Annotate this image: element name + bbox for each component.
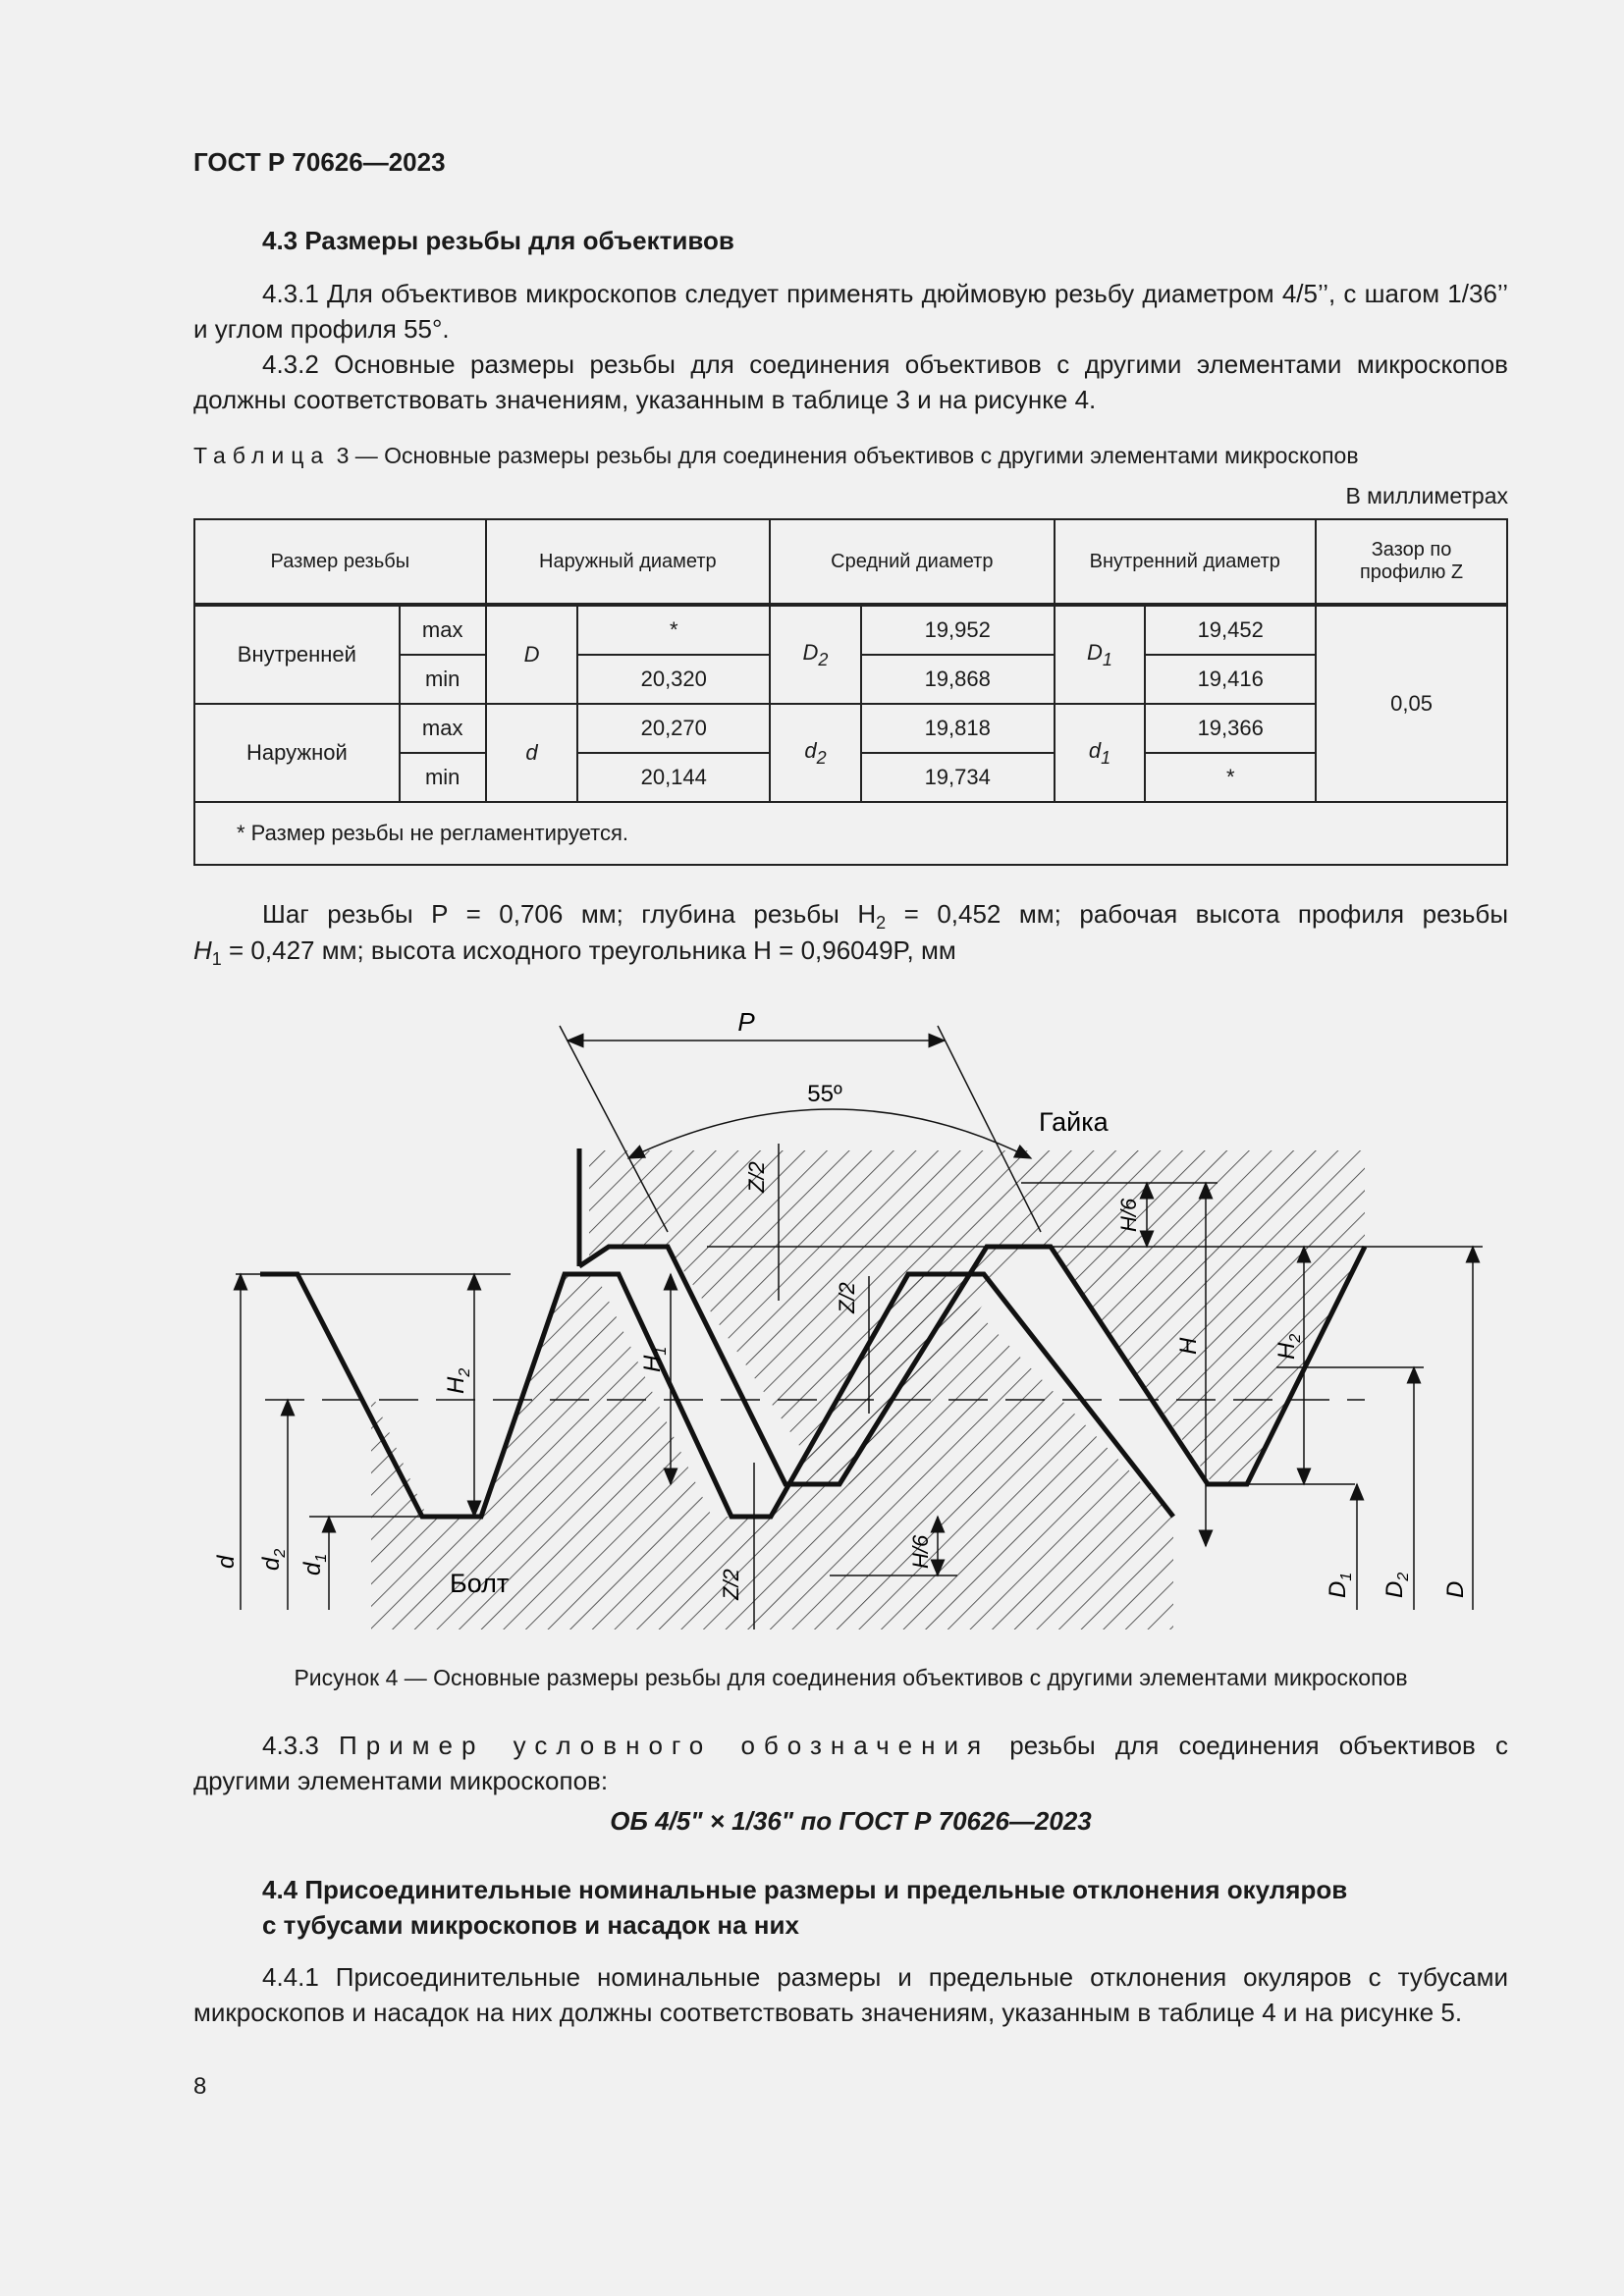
nut-label: Гайка	[1039, 1107, 1109, 1137]
paragraph-4-4-1: 4.4.1 Присоединительные номинальные размеры и предельные отклонения окуляров с тубусами микроскопов и насадок на них должны соответствовать значениям, указанным в таблице 4 и на рисунке 5.	[193, 1962, 1508, 2027]
page-number: 8	[193, 2073, 207, 2100]
z2-bot-label: Z/2	[719, 1569, 743, 1600]
paragraph-4-3-1: 4.3.1 Для объективов микроскопов следует применять дюймовую резьбу диаметром 4/5’’, с шагом 1/36’’ и углом профиля 55°.	[193, 279, 1508, 344]
cell-value: *	[1145, 753, 1316, 802]
symbol-d: d	[486, 704, 578, 802]
figure-caption: Рисунок 4 — Основные размеры резьбы для соединения объективов с другими элементами микроскопов	[294, 1665, 1408, 1690]
h2-bolt-label: $H_2$	[443, 1367, 473, 1394]
h1-label: $H_1$	[639, 1346, 670, 1372]
d1-label: $d_1$	[299, 1553, 330, 1575]
cell-value: 20,270	[577, 704, 770, 753]
thread-profile-figure	[0, 982, 1624, 1669]
row-limit: min	[400, 655, 486, 704]
h-label: H	[1175, 1337, 1202, 1355]
D-label: D	[1442, 1580, 1469, 1598]
cell-value: 19,366	[1145, 704, 1316, 753]
row-limit: max	[400, 605, 486, 655]
header-mean-diameter: Средний диаметр	[770, 519, 1054, 605]
h2-nut-label: $H_2$	[1273, 1333, 1304, 1360]
table-units: В миллиметрах	[1345, 483, 1508, 508]
cell-value: 19,734	[861, 753, 1055, 802]
d2-label: $d_2$	[258, 1548, 289, 1571]
cell-value: 19,416	[1145, 655, 1316, 704]
paragraph-4-3-3: 4.3.3 Пример условного обозначения резьбы для соединения объективов с другими элементами микроскопов:	[193, 1731, 1508, 1795]
cell-value: 19,818	[861, 704, 1055, 753]
table-note-row	[194, 802, 1507, 865]
cell-value: 19,868	[861, 655, 1055, 704]
table-caption	[193, 443, 1359, 469]
symbol-D1: $D_1$	[1055, 605, 1146, 704]
h6-top-label: H/6	[1116, 1198, 1141, 1232]
row-limit: max	[400, 704, 486, 753]
designation-example: ОБ 4/5" × 1/36" по ГОСТ Р 70626—2023	[610, 1806, 1092, 1836]
pitch-label: P	[737, 1007, 755, 1037]
section-4-3-title: 4.3 Размеры резьбы для объективов	[262, 226, 734, 255]
h6-bottom-label: H/6	[908, 1534, 933, 1569]
angle-label: 55º	[807, 1081, 842, 1107]
thread-params-line2: $H_1 = 0,427$ мм; высота исходного треугольника H = 0,96049P, мм	[193, 935, 956, 969]
header-inner-diameter: Внутренний диаметр	[1055, 519, 1317, 605]
gap-value: 0,05	[1316, 605, 1507, 802]
cell-value: 19,952	[861, 605, 1055, 655]
doc-id-header: ГОСТ Р 70626—2023	[193, 147, 446, 177]
row-limit: min	[400, 753, 486, 802]
section-4-4-title-line1: 4.4 Присоединительные номинальные размеры и предельные отклонения окуляров	[262, 1875, 1348, 1904]
header-gap: Зазор по профилю Z	[1316, 519, 1507, 605]
symbol-d1: $d_1$	[1055, 704, 1146, 802]
z2-mid-label: Z/2	[835, 1282, 859, 1313]
z2-top-label: Z/2	[744, 1161, 769, 1193]
cell-value: 20,320	[577, 655, 770, 704]
header-thread-size: Размер резьбы	[194, 519, 486, 605]
section-4-4-title-line2: с тубусами микроскопов и насадок на них	[262, 1910, 799, 1940]
thread-dimensions-table	[193, 518, 1508, 866]
symbol-D2: $D_2$	[770, 605, 861, 704]
table-note: * Размер резьбы не регламентируется.	[194, 802, 1507, 865]
D2-label: $D_2$	[1381, 1572, 1412, 1598]
bolt-label: Болт	[450, 1569, 510, 1598]
D1-label: $D_1$	[1325, 1572, 1355, 1598]
cell-value: 20,144	[577, 753, 770, 802]
symbol-D: D	[486, 605, 578, 704]
row-kind-internal: Внутренней	[194, 605, 400, 704]
table-caption-text: 3 — Основные размеры резьбы для соединения объективов с другими элементами микроскопов	[336, 443, 1359, 468]
table-header-row	[194, 519, 1507, 605]
d-label: d	[213, 1555, 240, 1569]
cell-value: *	[577, 605, 770, 655]
table-caption-label: Таблица	[193, 443, 331, 468]
symbol-d2: $d_2$	[770, 704, 861, 802]
cell-value: 19,452	[1145, 605, 1316, 655]
paragraph-4-3-2: 4.3.2 Основные размеры резьбы для соединения объективов с другими элементами микроскопов должны соответствовать значениям, указанным в таблице 3 и на рисунке 4.	[193, 349, 1508, 414]
thread-params: Шаг резьбы P = 0,706 мм; глубина резьбы $H_2 = 0,452$ мм; рабочая высота профиля резьбы	[262, 899, 1509, 933]
header-outer-diameter: Наружный диаметр	[486, 519, 770, 605]
table-row	[194, 605, 1507, 655]
row-kind-external: Наружной	[194, 704, 400, 802]
table-row	[194, 704, 1507, 753]
